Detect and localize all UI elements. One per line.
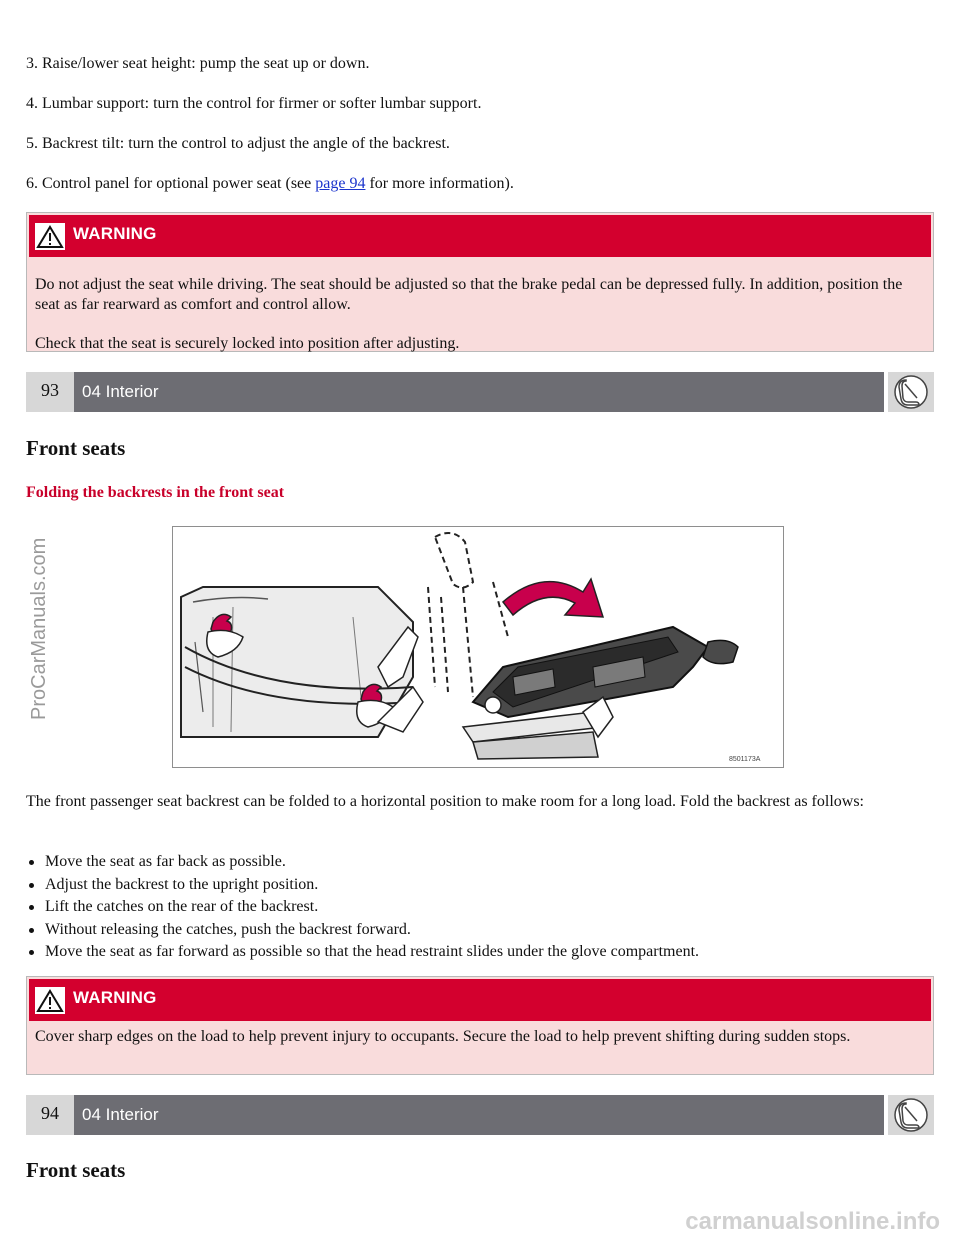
seat-fold-drawing xyxy=(173,527,783,767)
intro-item-3: 3. Raise/lower seat height: pump the seat up or down. xyxy=(26,55,370,72)
intro-item-6-text: 6. Control panel for optional power seat (see xyxy=(26,175,316,192)
page-number: 94 xyxy=(26,1095,74,1135)
list-item: Move the seat as far back as possible. xyxy=(26,851,699,874)
seat-belt-icon xyxy=(888,1095,934,1135)
warning-header xyxy=(29,979,931,1021)
warning-title: WARNING xyxy=(73,988,157,1007)
figure-code: 8501173A xyxy=(729,756,761,763)
section-title: 04 Interior xyxy=(74,372,884,412)
section-bar-93 xyxy=(26,372,934,412)
list-item: Adjust the backrest to the upright position. xyxy=(26,874,699,897)
intro-item-6-text-end: for more information). xyxy=(365,175,514,192)
description-paragraph: The front passenger seat backrest can be folded to a horizontal position to make room for a long load. Fold the backrest as follows: xyxy=(26,793,864,810)
warning-triangle-icon xyxy=(35,987,65,1014)
section-bar-94 xyxy=(26,1095,934,1135)
seat-fold-illustration xyxy=(172,526,784,768)
watermark-left: ProCarManuals.com xyxy=(28,537,50,720)
page-number: 93 xyxy=(26,372,74,412)
warning-paragraph: Do not adjust the seat while driving. The seat should be adjusted so that the brake pedal can be depressed fully. In addition, position the seat as far rearward as comfort and control allow. xyxy=(35,276,903,313)
watermark-bottom: carmanualsonline.info xyxy=(685,1208,940,1235)
seat-belt-icon xyxy=(888,372,934,412)
warning-triangle-icon xyxy=(35,223,65,250)
warning-body xyxy=(27,257,933,354)
warning-box xyxy=(26,212,934,352)
page-94-link[interactable]: page 94 xyxy=(315,175,366,192)
warning-paragraph: Cover sharp edges on the load to help prevent injury to occupants. Secure the load to help prevent shifting during sudden stops. xyxy=(35,1028,851,1045)
warning-title: WARNING xyxy=(73,224,157,243)
warning-body xyxy=(27,1021,933,1047)
section-heading: Front seats xyxy=(26,436,126,460)
list-item: Without releasing the catches, push the backrest forward. xyxy=(26,919,699,942)
warning-box xyxy=(26,976,934,1075)
warning-header xyxy=(29,215,931,257)
warning-paragraph: Check that the seat is securely locked into position after adjusting. xyxy=(35,335,460,352)
section-heading: Front seats xyxy=(26,1158,126,1182)
section-title: 04 Interior xyxy=(74,1095,884,1135)
list-item: Move the seat as far forward as possible so that the head restraint slides under the glove compartment. xyxy=(26,941,699,964)
steps-list xyxy=(26,851,699,964)
intro-item-6 xyxy=(26,174,514,194)
intro-item-5: 5. Backrest tilt: turn the control to adjust the angle of the backrest. xyxy=(26,135,450,152)
list-item: Lift the catches on the rear of the backrest. xyxy=(26,896,699,919)
subheading: Folding the backrests in the front seat xyxy=(26,484,285,501)
intro-item-4: 4. Lumbar support: turn the control for firmer or softer lumbar support. xyxy=(26,95,482,112)
